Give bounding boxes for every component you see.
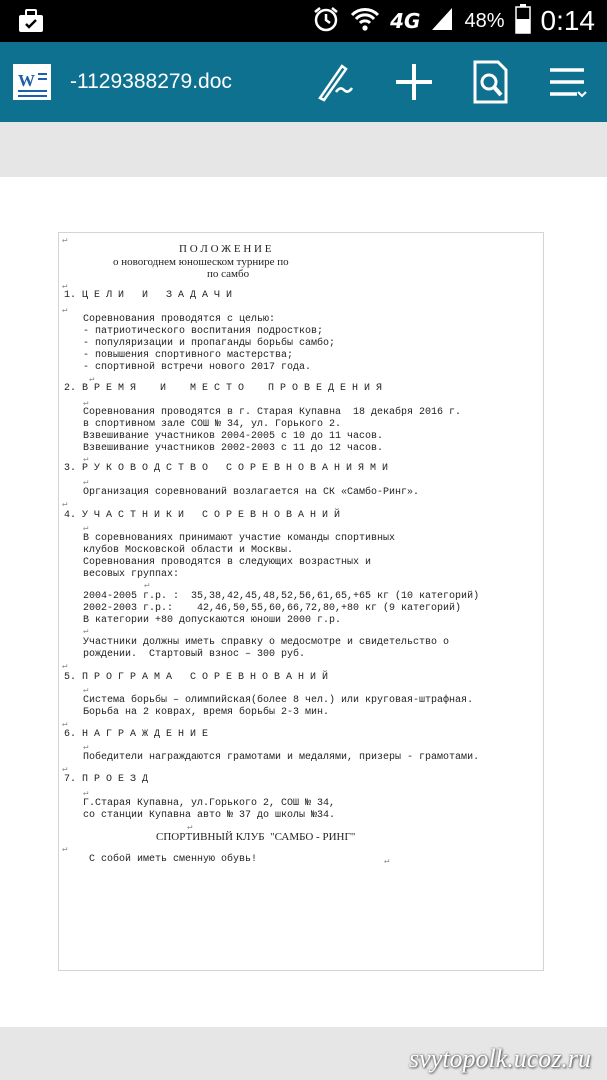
doc-subtitle-2: по самбо: [207, 268, 250, 280]
doc-line: - повышения спортивного мастерства;: [83, 350, 294, 361]
doc-line: Г.Старая Купавна, ул.Горького 2, СОШ № 34,: [83, 798, 336, 809]
word-document-icon: [12, 62, 52, 102]
document-search-icon: [470, 60, 510, 104]
document-search-button[interactable]: [468, 60, 512, 104]
doc-line: в спортивном зале СОШ № 34, ул. Горького 2.: [83, 419, 342, 430]
doc-subtitle-1: о новогоднем юношеском турнире по: [113, 256, 289, 268]
doc-line: Соревнования проводятся с целью:: [83, 314, 276, 325]
svg-text:W: W: [18, 71, 35, 90]
add-button[interactable]: [392, 60, 436, 104]
doc-line: 2004-2005 г.р. : 35,38,42,45,48,52,56,61,65,+65 кг (10 категорий): [83, 591, 480, 602]
clock: 0:14: [540, 5, 595, 36]
doc-title: П О Л О Ж Е Н И Е: [179, 243, 272, 255]
doc-line: В категории +80 допускаются юноши 2000 г.р.: [83, 615, 342, 626]
doc-line: рождении. Стартовый взнос – 300 руб.: [83, 649, 306, 660]
paragraph-mark: ↵: [83, 685, 89, 695]
battery-percent: 48%: [464, 9, 505, 32]
paragraph-mark: ↵: [62, 305, 68, 315]
document-page[interactable]: [0, 177, 607, 1027]
doc-line: - патриотического воспитания подростков;: [83, 326, 324, 337]
section-heading: 3. Р У К О В О Д С Т В О С О Р Е В Н О В А Н И Я М И: [64, 463, 389, 474]
network-type: 4G: [390, 9, 421, 33]
paragraph-mark: ↵: [83, 454, 89, 464]
doc-line: со станции Купавна авто № 37 до школы №34.: [83, 810, 336, 821]
doc-line: Победители награждаются грамотами и медалями, призеры - грамотами.: [83, 752, 480, 763]
section-heading: 2. В Р Е М Я И М Е С Т О П Р О В Е Д Е Н И Я: [64, 383, 383, 394]
briefcase-icon: [18, 9, 44, 38]
doc-line: клубов Московской области и Москвы.: [83, 545, 294, 556]
paragraph-mark: ↵: [83, 477, 89, 487]
watermark: svytopolk.ucoz.ru: [409, 1044, 591, 1073]
doc-line: - спортивной встречи нового 2017 года.: [83, 362, 312, 373]
paragraph-mark: ↵: [62, 661, 68, 671]
doc-line: Участники должны иметь справку о медосмотре и свидетельство о: [83, 637, 450, 648]
club-name: СПОРТИВНЫЙ КЛУБ "САМБО - РИНГ": [156, 831, 356, 843]
paragraph-mark: ↵: [384, 856, 390, 866]
status-bar: [0, 0, 607, 42]
section-heading: 1. Ц Е Л И И З А Д А Ч И: [64, 290, 233, 301]
paragraph-mark: ↵: [144, 580, 150, 590]
paragraph-mark: ↵: [62, 235, 68, 245]
doc-line: Организация соревнований возлагается на СК «Самбо-Ринг».: [83, 487, 420, 498]
signal-icon: [430, 6, 454, 37]
paragraph-mark: ↵: [83, 742, 89, 752]
doc-line: 2002-2003 г.р.: 42,46,50,55,60,66,72,80,+80 кг (9 категорий): [83, 603, 462, 614]
paragraph-mark: ↵: [83, 398, 89, 408]
menu-icon: [547, 62, 587, 102]
paragraph-mark: ↵: [62, 499, 68, 509]
battery-icon: [515, 4, 531, 39]
paragraph-mark: ↵: [83, 523, 89, 533]
document-body: [59, 233, 543, 970]
paragraph-mark: ↵: [62, 844, 68, 854]
paragraph-mark: ↵: [62, 281, 68, 291]
doc-line: Система борьбы – олимпийская(более 8 чел.) или круговая-штрафная.: [83, 695, 474, 706]
doc-line: Взвешивание участников 2004-2005 с 10 до 11 часов.: [83, 431, 384, 442]
paragraph-mark: ↵: [83, 788, 89, 798]
doc-line: Соревнования проводятся в следующих возрастных и: [83, 557, 372, 568]
doc-line: Взвешивание участников 2002-2003 с 11 до 12 часов.: [83, 443, 384, 454]
app-bar: [0, 42, 607, 122]
plus-icon: [394, 62, 434, 102]
doc-line: весовых группах:: [83, 569, 180, 580]
document-frame: [58, 232, 544, 971]
doc-line: Соревнования проводятся в г. Старая Купавна 18 декабря 2016 г.: [83, 407, 462, 418]
section-heading: 5. П Р О Г Р А М А С О Р Е В Н О В А Н И Й: [64, 672, 329, 683]
menu-button[interactable]: [545, 60, 589, 104]
file-name: -1129388279.doc: [70, 70, 232, 93]
wifi-icon: [350, 6, 380, 37]
pen-button[interactable]: [312, 60, 356, 104]
paragraph-mark: ↵: [89, 374, 95, 384]
pen-icon: [312, 60, 356, 104]
doc-line: Борьба на 2 коврах, время борьбы 2-3 мин.: [83, 707, 330, 718]
doc-line: - популяризации и пропаганды борьбы самбо;: [83, 338, 336, 349]
paragraph-mark: ↵: [187, 822, 193, 832]
paragraph-mark: ↵: [83, 626, 89, 636]
alarm-icon: [312, 5, 340, 38]
section-heading: 7. П Р О Е З Д: [64, 774, 149, 785]
footer-note: С собой иметь сменную обувь!: [89, 854, 258, 865]
doc-line: В соревнованиях принимают участие команды спортивных: [83, 533, 396, 544]
section-heading: 6. Н А Г Р А Ж Д Е Н И Е: [64, 729, 209, 740]
paragraph-mark: ↵: [62, 719, 68, 729]
paragraph-mark: ↵: [62, 764, 68, 774]
section-heading: 4. У Ч А С Т Н И К И С О Р Е В Н О В А Н И Й: [64, 510, 341, 521]
